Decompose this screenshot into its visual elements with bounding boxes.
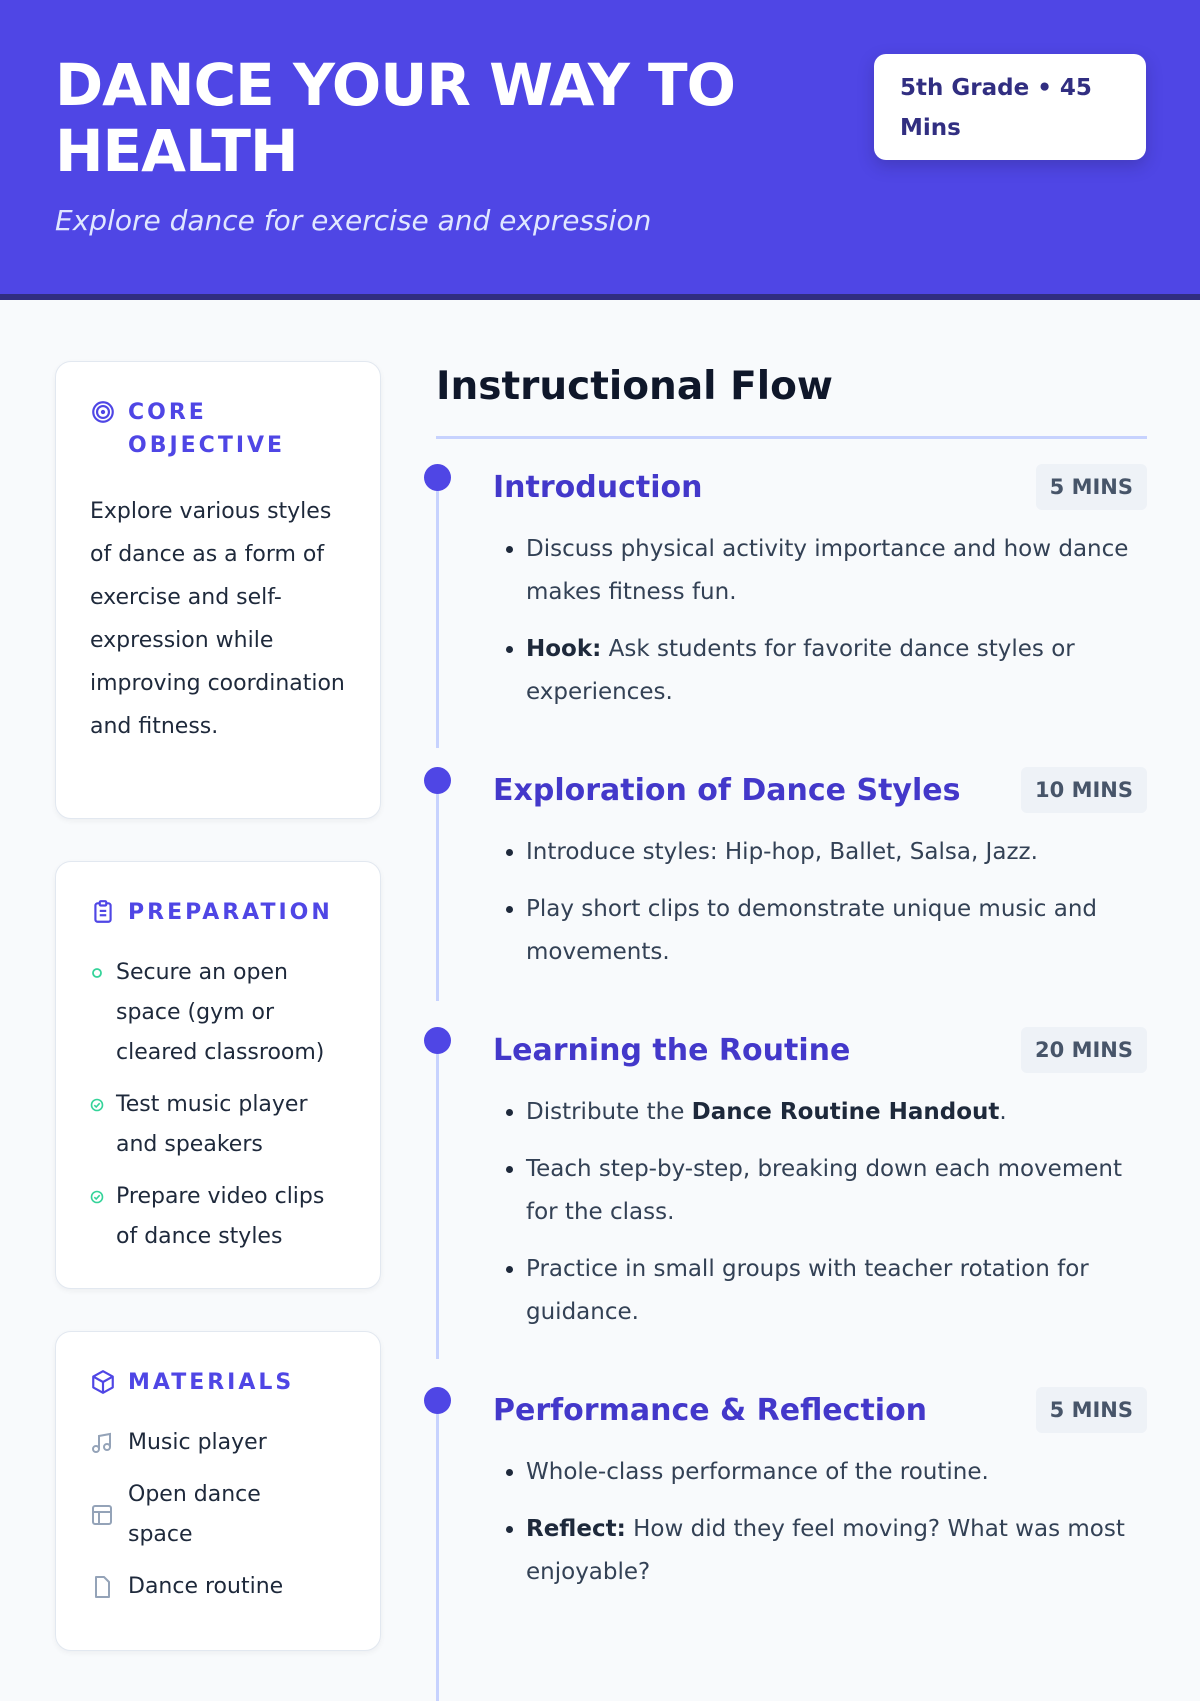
step-bullet	[526, 528, 1147, 614]
step-bullet	[526, 831, 1147, 874]
materials-item-text: Open dance space	[128, 1482, 261, 1547]
step-bullets	[493, 1451, 1147, 1608]
bullet-text: How did they feel moving? What was most enjoyable?	[526, 1516, 1125, 1585]
preparation-item-text: Prepare video clips of dance styles	[116, 1184, 325, 1249]
step-title: Performance & Reflection	[493, 1393, 928, 1428]
step-duration-badge: 10 MINS	[1021, 767, 1147, 813]
preparation-heading	[90, 896, 346, 929]
layout-icon	[90, 1503, 114, 1527]
preparation-item	[90, 1177, 346, 1257]
handout-name: Dance Routine Handout	[691, 1099, 1000, 1125]
timeline-line	[436, 1041, 439, 1359]
bullet-text: .	[999, 1099, 1007, 1125]
objective-heading	[90, 396, 346, 462]
lesson-header	[0, 0, 1200, 300]
instructional-flow	[436, 352, 1147, 1585]
objective-title: CORE OBJECTIVE	[128, 400, 286, 458]
box-icon	[90, 1369, 116, 1395]
materials-item	[90, 1423, 346, 1463]
timeline-line	[436, 478, 439, 748]
preparation-title: PREPARATION	[128, 900, 333, 925]
timeline-dot	[424, 1387, 451, 1414]
objective-text: Explore various styles of dance as a form of exercise and self-expression while improving coordination and fitness.	[90, 499, 345, 739]
section-title: Instructional Flow	[436, 352, 1147, 439]
step-bullet	[526, 1451, 1147, 1494]
grade-duration-badge: 5th Grade • 45 Mins	[874, 54, 1146, 160]
check-circle-icon	[90, 1190, 104, 1204]
music-note-icon	[90, 1431, 114, 1455]
step-bullets	[493, 831, 1147, 988]
check-circle-icon	[90, 1098, 104, 1112]
step-bullets	[493, 528, 1147, 728]
step-bullets	[493, 1091, 1147, 1348]
target-icon	[90, 399, 116, 425]
bullet-lead: Hook:	[526, 636, 602, 662]
preparation-item-text: Test music player and speakers	[116, 1092, 308, 1157]
step-bullet	[526, 1508, 1147, 1594]
step-duration-badge: 5 MINS	[1036, 1387, 1147, 1433]
step-header	[493, 464, 1147, 512]
lesson-title: DANCE YOUR WAY TO HEALTH	[55, 51, 735, 185]
materials-item	[90, 1475, 346, 1555]
materials-item-text: Music player	[128, 1430, 267, 1455]
materials-heading	[90, 1366, 346, 1399]
timeline-dot	[424, 464, 451, 491]
materials-item	[90, 1567, 346, 1607]
timeline-line	[436, 781, 439, 1001]
step-title: Learning the Routine	[493, 1033, 851, 1068]
bullet-text: Whole-class performance of the routine.	[526, 1459, 989, 1485]
bullet-text: Discuss physical activity importance and how dance makes fitness fun.	[526, 536, 1129, 605]
timeline-dot	[424, 1027, 451, 1054]
step-bullet	[526, 888, 1147, 974]
bullet-text: Practice in small groups with teacher rotation for guidance.	[526, 1256, 1089, 1325]
bullet-lead: Reflect:	[526, 1516, 626, 1542]
preparation-list	[90, 953, 346, 1257]
materials-card	[55, 1331, 381, 1651]
lesson-subtitle: Explore dance for exercise and expression	[55, 204, 652, 237]
step-header	[493, 1387, 1147, 1435]
step-duration-badge: 5 MINS	[1036, 464, 1147, 510]
objective-card	[55, 361, 381, 819]
preparation-item	[90, 1085, 346, 1165]
materials-title: MATERIALS	[128, 1370, 295, 1395]
bullet-text: Ask students for favorite dance styles or experiences.	[526, 636, 1075, 705]
bullet-text: Teach step-by-step, breaking down each movement for the class.	[526, 1156, 1122, 1225]
bullet-text: Introduce styles: Hip-hop, Ballet, Salsa, Jazz.	[526, 839, 1038, 865]
bullet-text: Distribute the	[526, 1099, 692, 1125]
step-header	[493, 1027, 1147, 1075]
clipboard-icon	[90, 899, 116, 925]
step-header	[493, 767, 1147, 815]
document-icon	[90, 1575, 114, 1599]
materials-item-text: Dance routine	[128, 1574, 284, 1599]
bullet-text: Play short clips to demonstrate unique music and movements.	[526, 896, 1098, 965]
step-bullet	[526, 1148, 1147, 1234]
step-bullet	[526, 1091, 1147, 1134]
step-title: Introduction	[493, 470, 703, 505]
step-bullet	[526, 628, 1147, 714]
timeline-line	[436, 1401, 439, 1701]
timeline-dot	[424, 767, 451, 794]
preparation-item-text: Secure an open space (gym or cleared classroom)	[116, 960, 325, 1065]
step-title: Exploration of Dance Styles	[493, 773, 961, 808]
materials-list	[90, 1423, 346, 1607]
circle-icon	[90, 966, 104, 980]
step-duration-badge: 20 MINS	[1021, 1027, 1147, 1073]
step-bullet	[526, 1248, 1147, 1334]
preparation-card	[55, 861, 381, 1289]
preparation-item	[90, 953, 346, 1073]
